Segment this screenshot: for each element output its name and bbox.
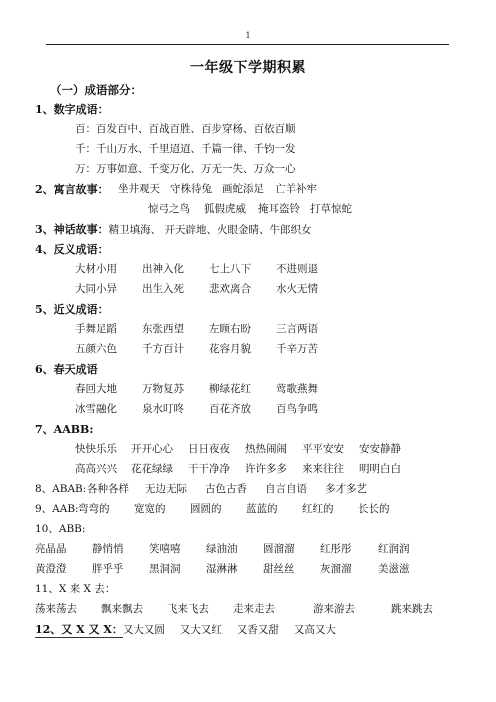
heading-spring-idioms: 6、春天成语 — [35, 363, 98, 376]
word: 圆溜溜 — [263, 543, 295, 555]
idiom: 水火无情 — [276, 283, 318, 295]
idiom: 三言两语 — [276, 323, 318, 335]
word: 热热闹闹 — [245, 443, 287, 455]
idiom: 悲欢离合 — [209, 283, 251, 295]
word: 跳来跳去 — [391, 603, 433, 615]
idiom: 亡羊补牢 — [275, 183, 317, 195]
word: 高高兴兴 — [75, 463, 117, 475]
myths-text: 精卫填海、 开天辟地、火眼金睛、牛郎织女 — [108, 224, 312, 236]
word: 笑嘻嘻 — [149, 543, 181, 555]
heading-aabb: 7、AABB: — [35, 423, 94, 436]
word: 黑洞洞 — [149, 563, 181, 575]
word: 黄澄澄 — [35, 563, 67, 575]
idiom: 莺歌燕舞 — [276, 383, 318, 395]
word: 花花绿绿 — [131, 463, 173, 475]
idiom: 大同小异 — [75, 283, 117, 295]
word: 红彤彤 — [320, 543, 352, 555]
synonym-row — [75, 321, 318, 336]
word: 许许多多 — [245, 463, 287, 475]
idiom: 东张西望 — [142, 323, 184, 335]
idiom: 五颜六色 — [75, 343, 117, 355]
word: 来来往往 — [302, 463, 344, 475]
aabb-row — [75, 441, 401, 456]
word: 圆圆的 — [190, 503, 222, 515]
idiom: 千方百计 — [142, 343, 184, 355]
number-idioms-line: 万：万事如意、千变万化、万无一失、万众一心 — [75, 163, 296, 175]
word: 飘来飘去 — [101, 603, 143, 615]
idiom: 惊弓之鸟 — [148, 203, 190, 215]
idiom: 守株待兔 — [170, 183, 212, 195]
idiom: 掩耳盗铃 — [258, 203, 300, 215]
idiom: 万物复苏 — [142, 383, 184, 395]
word: 长长的 — [358, 503, 390, 515]
idiom: 花容月貌 — [209, 343, 251, 355]
heading-fables: 2、寓言故事： — [35, 183, 109, 196]
synonym-row — [75, 341, 318, 356]
word: 又香又甜 — [236, 624, 279, 636]
word: 宽宽的 — [134, 503, 166, 515]
heading-myths: 3、神话故事： — [35, 223, 109, 236]
header-rule — [46, 44, 449, 45]
number-idioms-line: 千：千山万水、千里迢迢、千篇一律、千钧一发 — [75, 143, 296, 155]
page-title: 一年级下学期积累 — [190, 60, 306, 76]
abb-row — [35, 541, 410, 556]
fables-row — [148, 201, 352, 216]
idiom: 画蛇添足 — [222, 183, 264, 195]
idiom: 打草惊蛇 — [310, 203, 352, 215]
idiom: 七上八下 — [209, 263, 251, 275]
idiom: 千辛万苦 — [276, 343, 318, 355]
word: 明明白白 — [359, 463, 401, 475]
word: 日日夜夜 — [188, 443, 230, 455]
heading-x-lai-x-qu: 11、X 来 X 去： — [35, 583, 116, 595]
x-lai-x-qu-row — [35, 601, 433, 616]
idiom: 春回大地 — [75, 383, 117, 395]
word: 绿油油 — [206, 543, 238, 555]
word: 无边无际 — [145, 483, 187, 495]
word: 荡来荡去 — [35, 603, 77, 615]
heading-synonym-idioms: 5、近义成语： — [35, 303, 109, 316]
heading-aab: 9、AAB: — [35, 503, 79, 515]
heading-number-idioms: 1、数字成语： — [35, 103, 109, 116]
word: 红红的 — [302, 503, 334, 515]
word: 走来走去 — [233, 603, 275, 615]
word: 湿淋淋 — [206, 563, 238, 575]
word: 又大又红 — [179, 624, 222, 636]
word: 平平安安 — [302, 443, 344, 455]
word: 红润润 — [378, 543, 410, 555]
idiom: 百花齐放 — [209, 403, 251, 415]
word: 弯弯的 — [78, 503, 110, 515]
idiom: 冰雪融化 — [75, 403, 117, 415]
idiom: 柳绿花红 — [209, 383, 251, 395]
idiom: 出生入死 — [142, 283, 184, 295]
aab-row — [35, 501, 390, 516]
idiom: 不进则退 — [276, 263, 318, 275]
word: 干干净净 — [188, 463, 230, 475]
word: 飞来飞去 — [167, 603, 209, 615]
word: 亮晶晶 — [35, 543, 67, 555]
heading-antonym-idioms: 4、反义成语： — [35, 243, 109, 256]
abab-row — [35, 481, 367, 496]
word: 静悄悄 — [92, 543, 124, 555]
word: 快快乐乐 — [75, 443, 117, 455]
idiom: 坐井观天 — [118, 183, 160, 195]
antonym-row — [75, 261, 318, 276]
word: 古色古香 — [205, 483, 247, 495]
word: 蓝蓝的 — [246, 503, 278, 515]
word: 自言自语 — [265, 483, 307, 495]
page-number: 1 — [245, 31, 251, 40]
word: 安安静静 — [359, 443, 401, 455]
heading-abb: 10、ABB: — [35, 523, 86, 535]
word: 甜丝丝 — [263, 563, 295, 575]
word: 多才多艺 — [325, 483, 367, 495]
word: 又高又大 — [293, 624, 336, 636]
heading-abab: 8、ABAB: — [35, 483, 87, 495]
word: 灰溜溜 — [320, 563, 352, 575]
number-idioms-line: 百：百发百中、百战百胜、百步穿杨、百依百顺 — [75, 123, 296, 135]
idiom: 百鸟争鸣 — [276, 403, 318, 415]
fables-row — [118, 181, 317, 196]
idiom: 手舞足蹈 — [75, 323, 117, 335]
section-idioms-heading: （一）成语部分： — [50, 83, 142, 97]
word: 美滋滋 — [378, 563, 410, 575]
idiom: 狐假虎威 — [204, 203, 246, 215]
idiom: 左顾右盼 — [209, 323, 251, 335]
idiom: 大材小用 — [75, 263, 117, 275]
spring-row — [75, 381, 318, 396]
antonym-row — [75, 281, 318, 296]
idiom: 出神入化 — [142, 263, 184, 275]
word: 胖乎乎 — [92, 563, 124, 575]
word: 开开心心 — [131, 443, 173, 455]
idiom: 泉水叮咚 — [142, 403, 184, 415]
you-x-you-x-row — [35, 621, 336, 637]
abb-row — [35, 561, 410, 576]
myths-line — [35, 221, 312, 237]
aabb-row — [75, 461, 401, 476]
word: 各种各样 — [87, 483, 129, 495]
spring-row — [75, 401, 318, 416]
word: 游来游去 — [313, 603, 355, 615]
word: 又大又圆 — [122, 624, 165, 636]
heading-you-x-you-x: 12、又 X 又 X： — [35, 623, 123, 636]
